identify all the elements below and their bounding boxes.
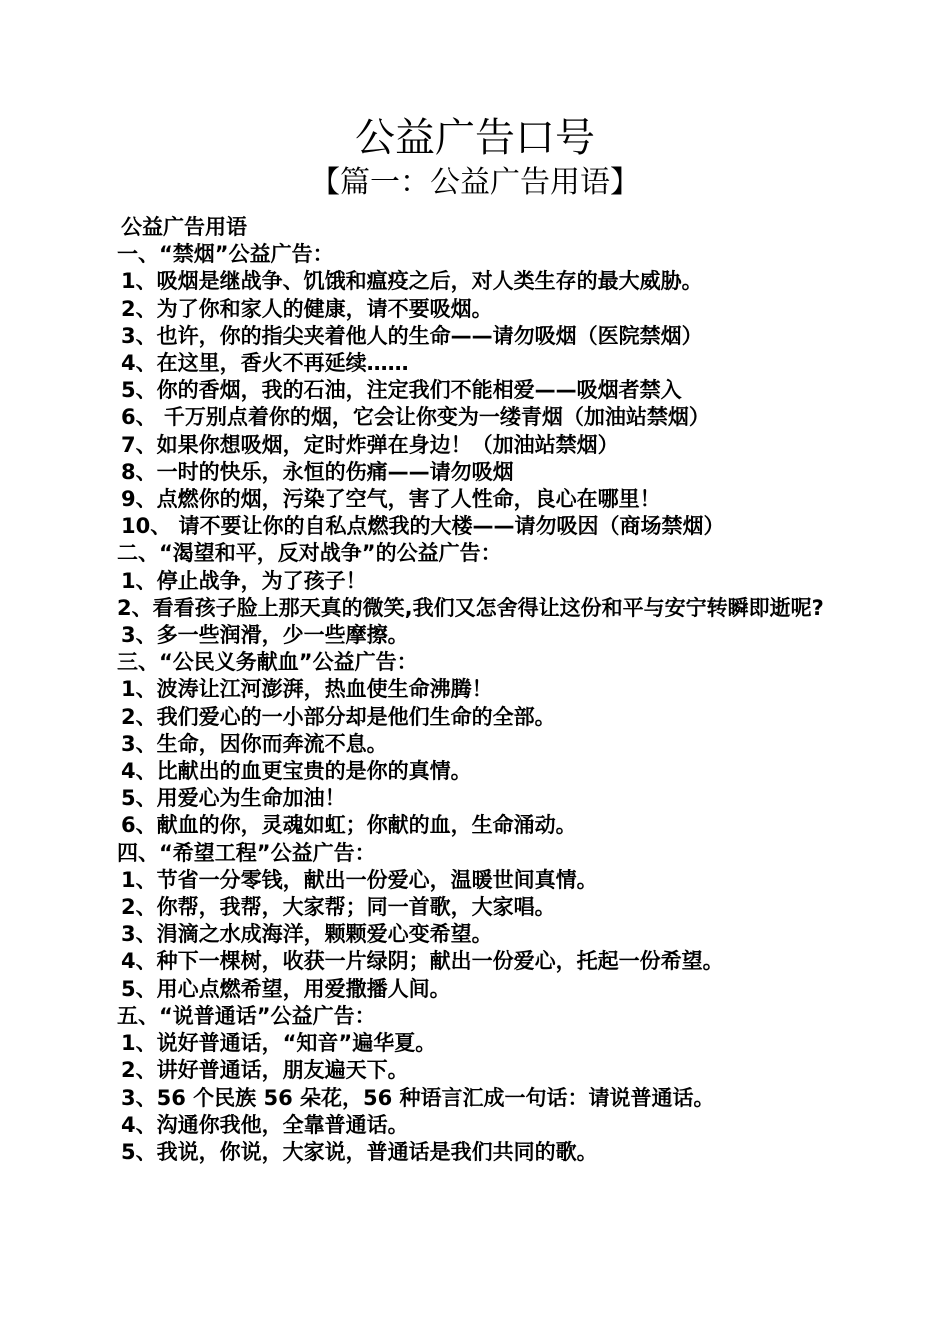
list-item: 2、为了你和家人的健康，请不要吸烟。 bbox=[121, 296, 493, 321]
section-heading: 二、“渴望和平，反对战争”的公益广告： bbox=[117, 541, 502, 566]
list-item: 10、 请不要让你的自私点燃我的大楼——请勿吸因（商场禁烟） bbox=[121, 514, 725, 539]
list-item: 2、我们爱心的一小部分却是他们生命的全部。 bbox=[121, 704, 556, 729]
list-item: 1、节省一分零钱，献出一份爱心，温暖世间真情。 bbox=[121, 867, 598, 892]
list-item: 5、我说，你说，大家说，普通话是我们共同的歌。 bbox=[121, 1139, 598, 1164]
section-heading: 四、“希望工程”公益广告： bbox=[117, 840, 376, 865]
list-item: 1、吸烟是继战争、饥饿和瘟疫之后，对人类生存的最大威胁。 bbox=[121, 269, 703, 294]
list-item: 3、也许，你的指尖夹着他人的生命——请勿吸烟（医院禁烟） bbox=[121, 323, 703, 348]
list-item: 4、沟通你我他，全靠普通话。 bbox=[121, 1112, 409, 1137]
list-item: 5、用爱心为生命加油！ bbox=[121, 786, 346, 811]
list-item: 2、看看孩子脸上那天真的微笑,我们又怎舍得让这份和平与安宁转瞬即逝呢? bbox=[117, 595, 824, 620]
list-item: 2、讲好普通话，朋友遍天下。 bbox=[121, 1058, 409, 1083]
list-item: 1、停止战争，为了孩子！ bbox=[121, 568, 367, 593]
list-item: 5、用心点燃希望，用爱撒播人间。 bbox=[121, 976, 451, 1001]
list-item: 7、如果你想吸烟，定时炸弹在身边！（加油站禁烟） bbox=[121, 432, 619, 457]
section-heading: 五、“说普通话”公益广告： bbox=[117, 1003, 376, 1028]
list-item: 4、种下一棵树，收获一片绿阴；献出一份爱心，托起一份希望。 bbox=[121, 949, 724, 974]
section-heading: 三、“公民义务献血”公益广告： bbox=[117, 650, 418, 675]
list-item: 3、多一些润滑，少一些摩擦。 bbox=[121, 623, 409, 648]
document-subtitle: 【篇一：公益广告用语】 bbox=[310, 165, 640, 200]
list-item: 6、 千万别点着你的烟，它会让你变为一缕青烟（加油站禁烟） bbox=[121, 405, 710, 430]
list-item: 3、56 个民族 56 朵花，56 种语言汇成一句话：请说普通话。 bbox=[121, 1085, 715, 1110]
section-heading: 一、“禁烟”公益广告： bbox=[117, 242, 334, 267]
list-item: 1、波涛让江河澎湃，热血使生命沸腾！ bbox=[121, 677, 493, 702]
list-item: 6、献血的你，灵魂如虹；你献的血，生命涌动。 bbox=[121, 813, 577, 838]
document-title: 公益广告口号 bbox=[355, 115, 595, 161]
list-item: 1、说好普通话，“知音”遍华夏。 bbox=[121, 1031, 437, 1056]
section-heading: 公益广告用语 bbox=[121, 215, 247, 239]
list-item: 4、在这里，香火不再延续…… bbox=[121, 351, 409, 376]
list-item: 3、生命，因你而奔流不息。 bbox=[121, 731, 388, 756]
list-item: 4、比献出的血更宝贵的是你的真情。 bbox=[121, 759, 472, 784]
list-item: 3、涓滴之水成海洋，颗颗爱心变希望。 bbox=[121, 922, 493, 947]
list-item: 8、一时的快乐，永恒的伤痛——请勿吸烟 bbox=[121, 459, 514, 484]
list-item: 2、你帮，我帮，大家帮；同一首歌，大家唱。 bbox=[121, 895, 556, 920]
document-body bbox=[117, 214, 837, 1166]
list-item: 9、点燃你的烟，污染了空气，害了人性命，良心在哪里！ bbox=[121, 487, 661, 512]
list-item: 5、你的香烟，我的石油，注定我们不能相爱——吸烟者禁入 bbox=[121, 378, 682, 403]
